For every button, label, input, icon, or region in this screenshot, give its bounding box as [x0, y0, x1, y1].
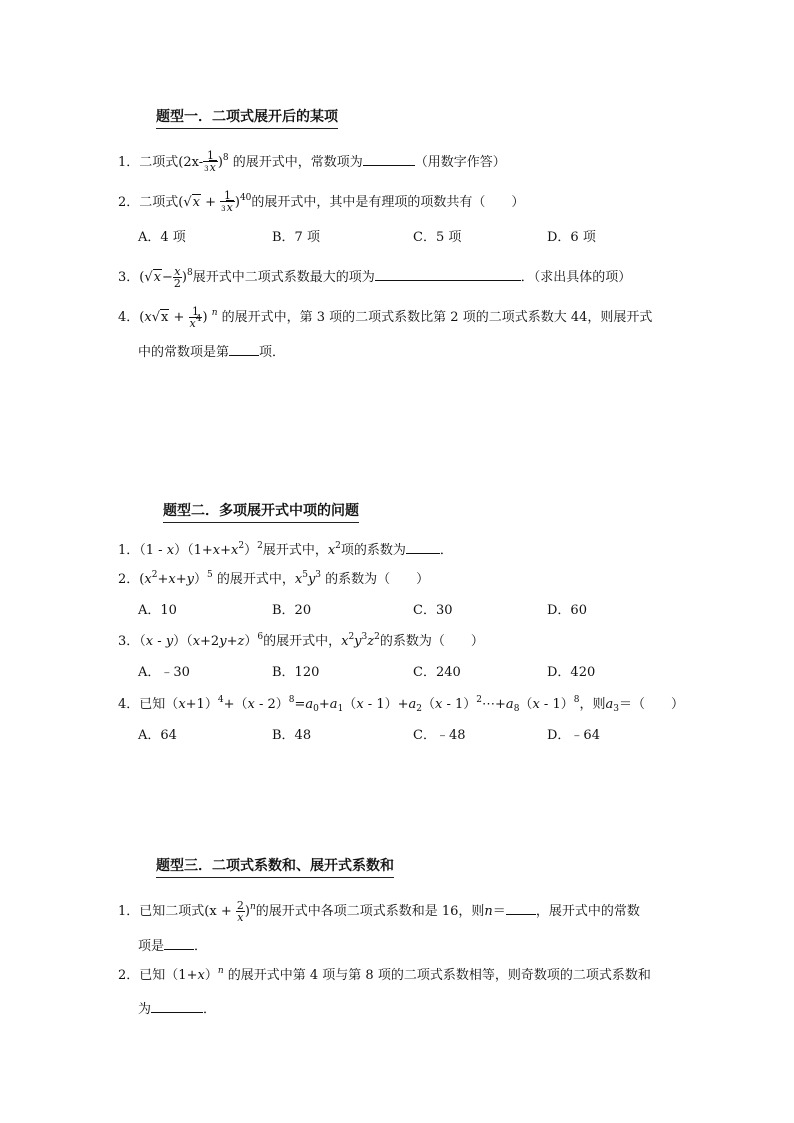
- section-3-title: 题型三．二项式系数和、展开式系数和: [156, 855, 394, 878]
- s2-q2-option-a[interactable]: A．10: [138, 603, 177, 618]
- section-1-title: 题型一．二项式展开后的某项: [156, 106, 338, 129]
- s1-q2-option-c[interactable]: C．5 项: [413, 230, 462, 245]
- s2-q3-option-a[interactable]: A．﹣30: [138, 665, 190, 680]
- answer-blank[interactable]: [506, 902, 536, 915]
- s2-q2-option-d[interactable]: D．60: [547, 603, 587, 618]
- s2-q4-option-d[interactable]: D．﹣64: [547, 728, 600, 743]
- s2-q3-option-d[interactable]: D．420: [547, 665, 596, 680]
- answer-blank[interactable]: [375, 268, 521, 281]
- s2-question-1: 1．$(1 - x)(1+x+x^2)^2$展开式中，$x^2$项的系数为 ．: [118, 541, 453, 558]
- answer-blank[interactable]: [363, 153, 415, 166]
- s2-q4-option-c[interactable]: C．﹣48: [413, 728, 466, 743]
- s2-q3-option-b[interactable]: B．120: [272, 665, 320, 680]
- s2-q2-option-b[interactable]: B．20: [272, 603, 312, 618]
- s3-question-1-line2: 项是 ．: [138, 939, 208, 954]
- s2-q4-option-a[interactable]: A．64: [138, 728, 177, 743]
- s1-question-2: 2．二项式(√x + $\frac{1}{3x}$ )$^{40}$的展开式中，其中是有理项的项数共有（ ）: [118, 189, 525, 214]
- s1-question-4-line2: 中的常数项是第 项．: [138, 345, 286, 360]
- s3-question-2-line2: 为 ．: [138, 1002, 217, 1017]
- s1-q2-option-d[interactable]: D．6 项: [547, 230, 596, 245]
- answer-blank[interactable]: [151, 1000, 203, 1013]
- s2-q4-option-b[interactable]: B．48: [272, 728, 312, 743]
- answer-blank[interactable]: [164, 937, 194, 950]
- s1-question-3: 3．(√x− $\frac{x}{2}$ )$^8$展开式中二项式系数最大的项为 ．（求出具体的项）: [118, 265, 632, 290]
- s1-question-4: 4．(x√x + $\frac{1}{x^4}$ ) $^n$ 的展开式中，第 3 项的二项式系数比第 2 项的二项式系数大 44，则展开式: [118, 305, 653, 330]
- s2-q2-option-c[interactable]: C．30: [413, 603, 453, 618]
- answer-blank[interactable]: [229, 343, 259, 356]
- s2-question-3: 3．$(x - y)(x+2y+z)^6$的展开式中，$x^2y^3z^2$的系数为（ ）: [118, 632, 484, 649]
- s3-question-2: 2．已知$(1+x)^n$ 的展开式中第 4 项与第 8 项的二项式系数相等，则奇数项的二项式系数和: [118, 966, 651, 983]
- section-2-title: 题型二．多项展开式中项的问题: [163, 500, 359, 523]
- s3-question-1: 1．已知二项式(x + $\frac{2}{x}$ )$^n$的展开式中各项二项式系数和是 16，则n＝ ，展开式中的常数: [118, 899, 640, 924]
- s1-q2-option-b[interactable]: B．7 项: [272, 230, 320, 245]
- answer-blank[interactable]: [406, 541, 440, 554]
- s2-question-4: 4．已知$(x+1)^4+(x - 2)^8=a_0+a_1(x - 1)+a_2(x$ - $1)^2\cdots+a_8(x - 1)^8$，则$a_3=$（ ）: [118, 695, 684, 714]
- s1-q2-option-a[interactable]: A．4 项: [138, 230, 186, 245]
- s1-question-1: 1．二项式(2x- $\frac{1}{3x}$ )$^8$ 的展开式中，常数项为 （用数字作答）: [118, 149, 506, 174]
- s2-question-2: 2．$(x^2+x+y)^5$ 的展开式中，$x^5y^3$ 的系数为（ ）: [118, 570, 430, 587]
- s2-q3-option-c[interactable]: C．240: [413, 665, 461, 680]
